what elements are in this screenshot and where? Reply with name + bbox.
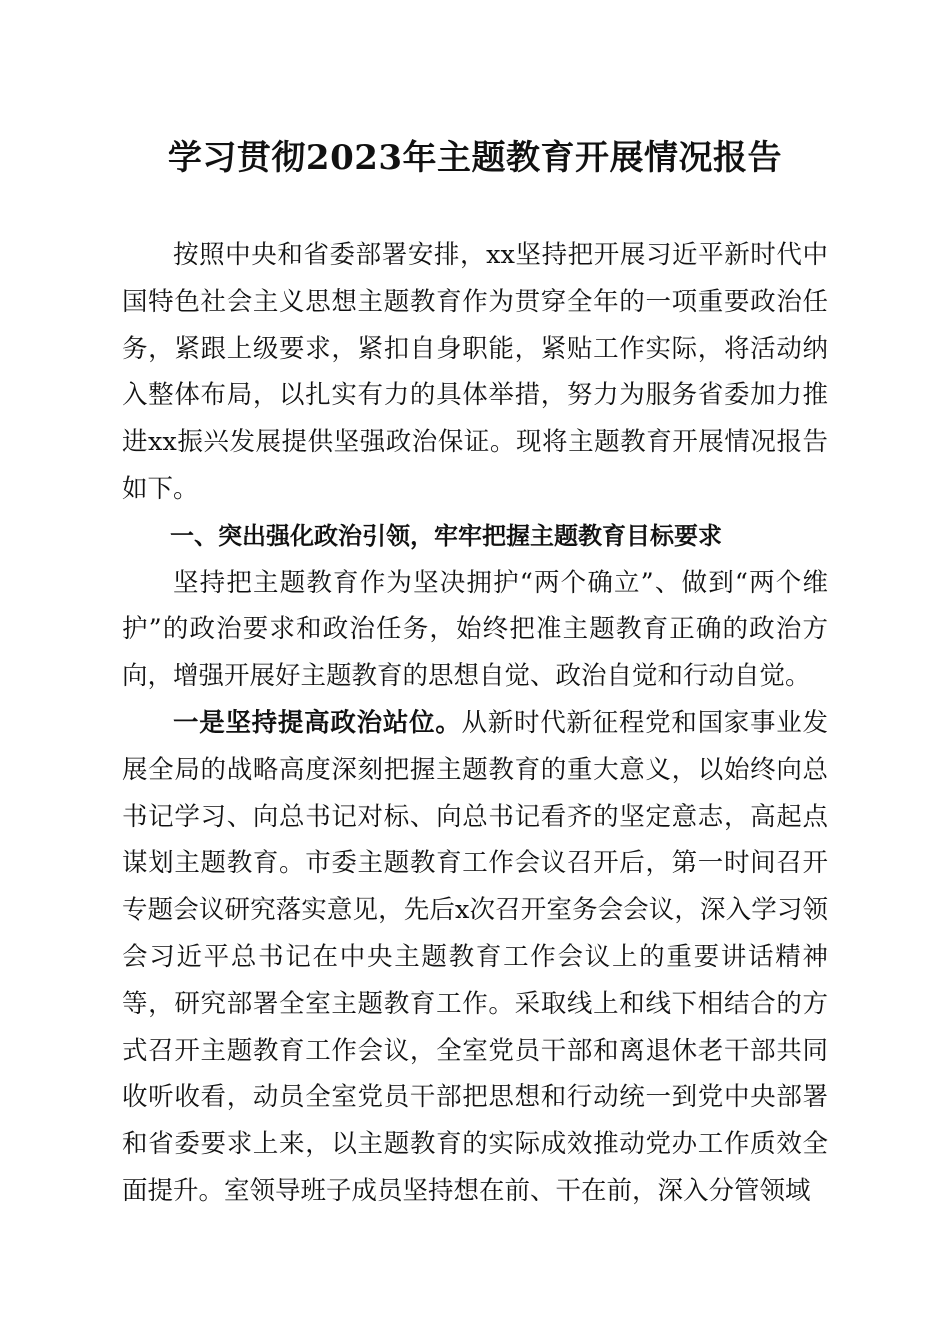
point-1-paragraph [122,700,828,1215]
document-body [122,232,828,1215]
section-1-paragraph: 坚持把主题教育作为坚决拥护“两个确立”、做到“两个维护”的政治要求和政治任务，始终把准主题教育正确的政治方向，增强开展好主题教育的思想自觉、政治自觉和行动自觉。 [122,567,828,692]
document-title: 学习贯彻2023年主题教育开展情况报告 [167,138,783,178]
section-1-heading: 一、突出强化政治引领，牢牢把握主题教育目标要求 [170,521,722,550]
point-1-lead: 一是坚持提高政治站位。 [173,707,462,738]
intro-paragraph: 按照中央和省委部署安排，xx坚持把开展习近平新时代中国特色社会主义思想主题教育作为贯穿全年的一项重要政治任务，紧跟上级要求，紧扣自身职能，紧贴工作实际，将活动纳入整体布局，以扎实有力的具体举措，努力为服务省委加力推进xx振兴发展提供坚强政治保证。现将主题教育开展情况报告如下。 [122,240,828,504]
point-1-text: 从新时代新征程党和国家事业发展全局的战略高度深刻把握主题教育的重大意义，以始终向总书记学习、向总书记对标、向总书记看齐的坚定意志，高起点谋划主题教育。市委主题教育工作会议召开后，第一时间召开专题会议研究落实意见，先后x次召开室务会会议，深入学习领会习近平总书记在中央主题教育工作会议上的重要讲话精神等，研究部署全室主题教育工作。采取线上和线下相结合的方式召开主题教育工作会议，全室党员干部和离退休老干部共同收听收看，动员全室党员干部把思想和行动统一到党中央部署和省委要求上来，以主题教育的实际成效推动党办工作质效全面提升。室领导班子成员坚持想在前、干在前，深入分管领域 [122,707,828,1206]
